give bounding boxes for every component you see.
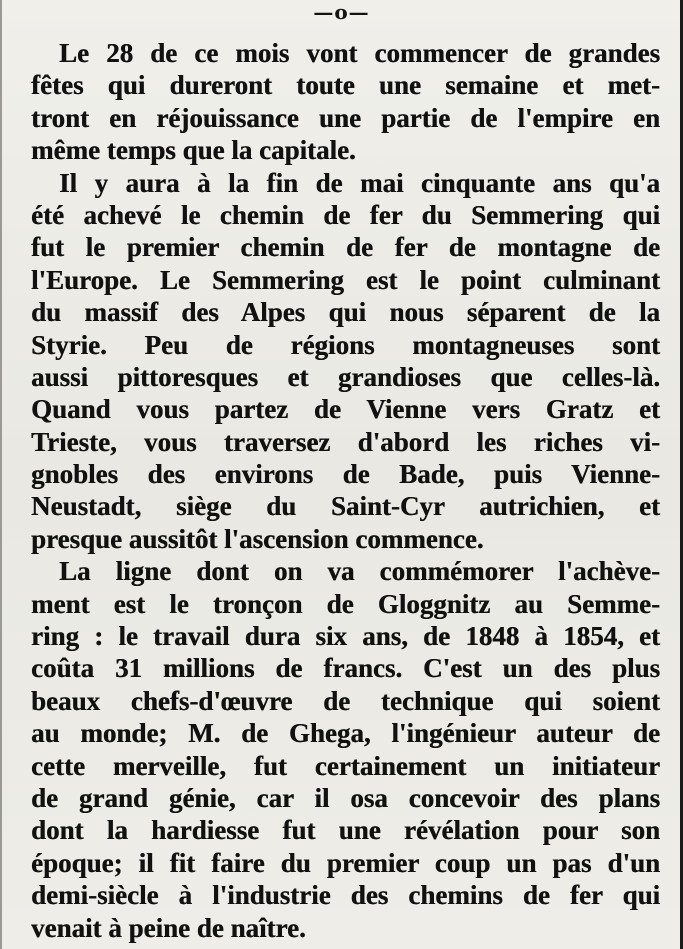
text-line: presque aussitôt l'ascension commence. (31, 523, 484, 554)
text-line: aussi pittoresques et grandioses que celles-là. (31, 361, 660, 392)
text-line: Styrie. Peu de régions montagneuses sont (31, 329, 660, 360)
text-line: cette merveille, fut certainement un initiateur (31, 750, 660, 781)
text-line: fut le premier chemin de fer de montagne de (31, 232, 660, 263)
text-line: demi-siècle à l'industrie des chemins de fer qui (31, 880, 660, 911)
text-line: Il y aura à la fin de mai cinquante ans qu'a (59, 167, 660, 198)
text-line: Neustadt, siège du Saint-Cyr autrichien, et (31, 491, 660, 522)
text-line: Trieste, vous traversez d'abord les riches vi- (31, 426, 660, 457)
text-line: tront en réjouissance une partie de l'empire en (31, 102, 660, 133)
section-separator: —o— (313, 0, 370, 24)
text-line: dont la hardiesse fut une révélation pour son (31, 815, 660, 846)
text-line: même temps que la capitale. (31, 135, 356, 166)
text-line: de grand génie, car il osa concevoir des plans (31, 782, 660, 813)
article-body (31, 37, 660, 944)
text-line: du massif des Alpes qui nous séparent de la (31, 297, 660, 328)
text-line: au monde; M. de Ghega, l'ingénieur auteur de (31, 718, 660, 749)
text-line: La ligne dont on va commémorer l'achève- (59, 556, 660, 587)
page-left-edge (0, 0, 2, 949)
text-line: gnobles des environs de Bade, puis Vienne- (31, 459, 660, 490)
text-line: ring : le travail dura six ans, de 1848 à 1854, et (31, 621, 660, 652)
text-line: fêtes qui dureront toute une semaine et met- (31, 70, 660, 101)
text-line: l'Europe. Le Semmering est le point culminant (31, 264, 660, 295)
text-line: été achevé le chemin de fer du Semmering qui (31, 199, 660, 230)
text-line: Quand vous partez de Vienne vers Gratz et (31, 394, 660, 425)
text-line: Le 28 de ce mois vont commencer de grandes (59, 38, 660, 68)
text-line: coûta 31 millions de francs. C'est un des plus (31, 653, 660, 684)
text-line: époque; il fit faire du premier coup un pas d'un (31, 847, 660, 878)
text-line: venait à peine de naître. (31, 912, 306, 943)
text-line: beaux chefs-d'œuvre de technique qui soient (31, 685, 660, 716)
text-line: ment est le tronçon de Gloggnitz au Semme- (31, 588, 660, 619)
